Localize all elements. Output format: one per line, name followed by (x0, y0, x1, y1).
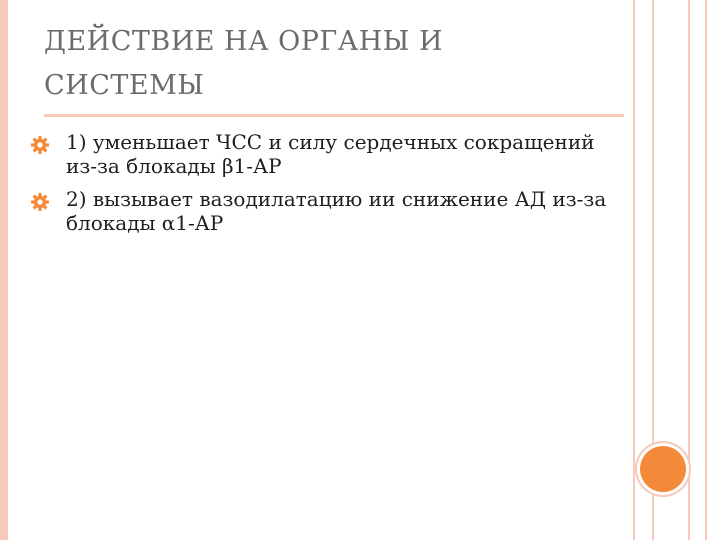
slide-title-line-2: СИСТЕМЫ (44, 70, 205, 101)
bullet-text: 1) уменьшает ЧСС и силу сердечных сокращений из-за блокады β1-АР (66, 130, 595, 178)
bullet-item (30, 187, 620, 235)
accent-circle (640, 446, 686, 492)
title-underline (44, 114, 624, 117)
slide-title (44, 20, 624, 108)
slide-title-line-1: ДЕЙСТВИЕ НА ОРГАНЫ И (44, 26, 443, 57)
bullet-text: 2) вызывает вазодилатацию ии снижение АД из-за блокады α1-АР (66, 187, 607, 235)
gear-icon (30, 192, 50, 212)
left-frame-bar (0, 0, 8, 540)
bullet-item (30, 130, 620, 178)
gear-icon (30, 135, 50, 155)
bullet-list (30, 130, 620, 244)
